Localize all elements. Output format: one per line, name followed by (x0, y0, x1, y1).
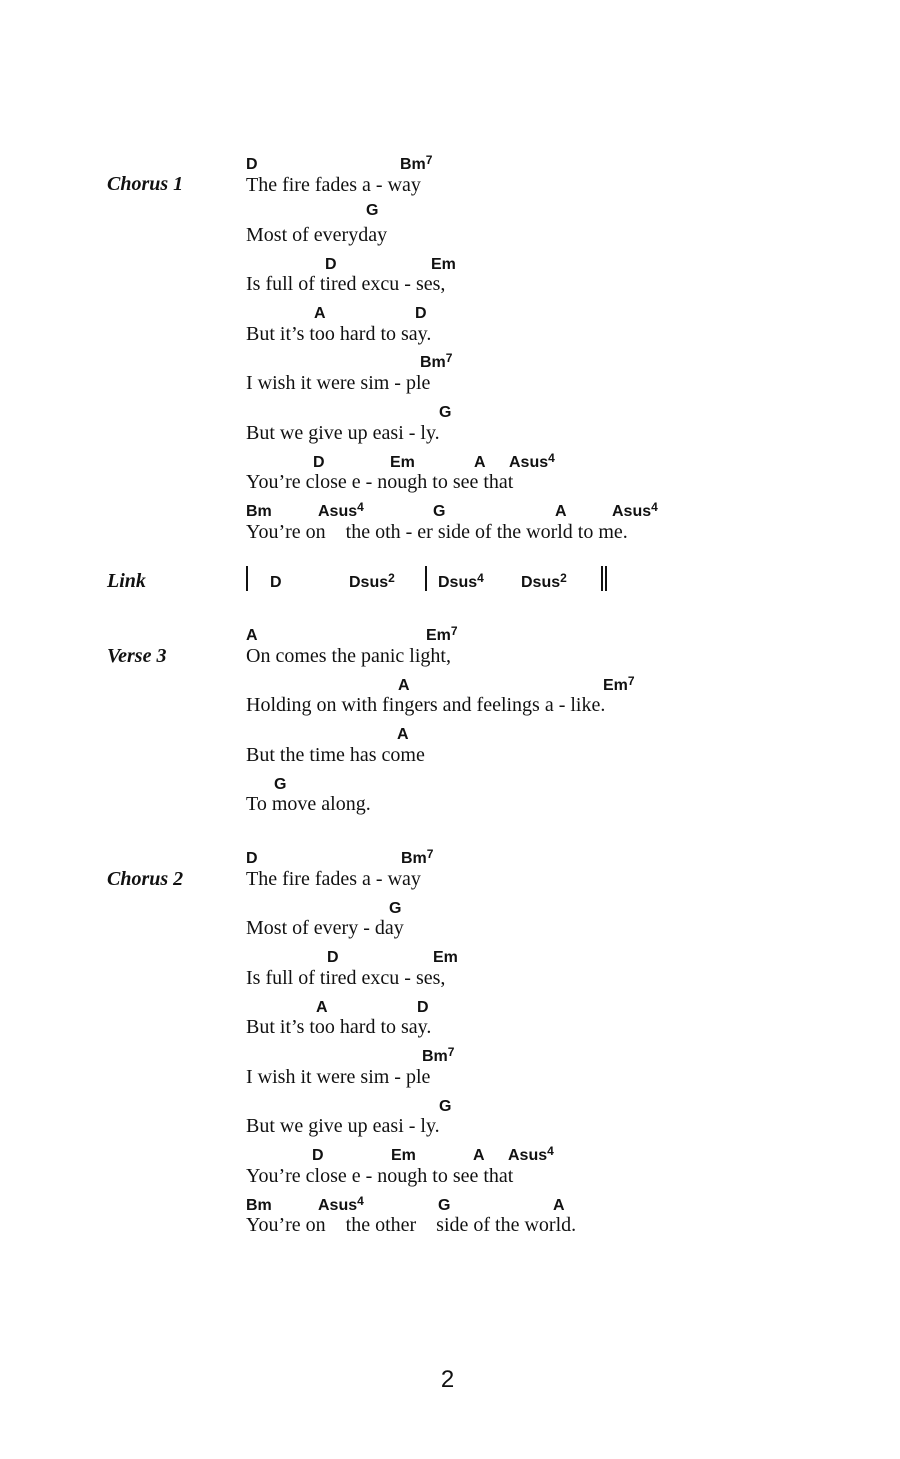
lyric-line: Is full of tired excu - ses, (246, 273, 446, 295)
chord-a: A (555, 503, 567, 520)
chord-em: Em (431, 256, 456, 273)
section-label-verse-3: Verse 3 (107, 645, 167, 667)
lyric-line: But we give up easi - ly. (246, 1115, 440, 1137)
lyric-line: The fire fades a - way (246, 174, 421, 196)
chord-em7: Em$^7$ (603, 674, 635, 694)
chord-a: A (474, 454, 486, 471)
lyric-line: Most of every - day (246, 917, 404, 939)
chord-g: G (438, 1197, 451, 1214)
chord-a: A (397, 726, 409, 743)
chord-dsus2: Dsus$^2$ (349, 571, 395, 591)
chord-a: A (246, 627, 258, 644)
chord-bm7: Bm$^7$ (422, 1045, 455, 1065)
chord-asus4: Asus$^4$ (612, 500, 658, 520)
chord-asus4: Asus$^4$ (318, 1194, 364, 1214)
chord-g: G (389, 900, 402, 917)
chord-g: G (439, 404, 452, 421)
lyric-line: To move along. (246, 793, 371, 815)
chord-bm7: Bm$^7$ (400, 153, 433, 173)
bar-line (425, 566, 427, 591)
chord-asus4: Asus$^4$ (318, 500, 364, 520)
bar-line (246, 566, 248, 591)
lyric-line: I wish it were sim - ple (246, 372, 431, 394)
chord-a: A (316, 999, 328, 1016)
chord-a: A (398, 677, 410, 694)
chord-dsus4: Dsus$^4$ (438, 571, 484, 591)
lyric-line: I wish it were sim - ple (246, 1066, 431, 1088)
chord-d: D (325, 256, 337, 273)
chord-g: G (433, 503, 446, 520)
lyric-line: Holding on with fingers and feelings a - like. (246, 694, 606, 716)
chord-bm: Bm (246, 1197, 272, 1214)
chord-d: D (246, 156, 258, 173)
lyric-line: The fire fades a - way (246, 868, 421, 890)
chord-g: G (274, 776, 287, 793)
lyric-line: But we give up easi - ly. (246, 422, 440, 444)
chord-d: D (327, 949, 339, 966)
chord-em: Em (391, 1147, 416, 1164)
lyric-line: Most of everyday (246, 224, 388, 246)
chord-dsus2: Dsus$^2$ (521, 571, 567, 591)
chord-bm7: Bm$^7$ (401, 847, 434, 867)
lyric-line: But it’s too hard to say. (246, 323, 432, 345)
lyric-line: But the time has come (246, 744, 425, 766)
chord-bm7: Bm$^7$ (420, 351, 453, 371)
chord-em: Em (433, 949, 458, 966)
chord-asus4: Asus$^4$ (509, 451, 555, 471)
lyric-line: You’re on the oth - er side of the world to me. (246, 521, 628, 543)
lyric-line: Is full of tired excu - ses, (246, 967, 446, 989)
chord-d: D (417, 999, 429, 1016)
section-label-link: Link (107, 570, 146, 592)
chord-em: Em (390, 454, 415, 471)
end-bar-thin (601, 566, 603, 591)
chord-g: G (439, 1098, 452, 1115)
lyric-line: You’re close e - nough to see that (246, 471, 514, 493)
section-label-chorus-2: Chorus 2 (107, 868, 184, 890)
page-number: 2 (440, 1366, 455, 1393)
chord-d: D (415, 305, 427, 322)
chord-asus4: Asus$^4$ (508, 1144, 554, 1164)
chord-a: A (473, 1147, 485, 1164)
lyric-line: But it’s too hard to say. (246, 1016, 432, 1038)
chord-d: D (246, 850, 258, 867)
chord-d: D (313, 454, 325, 471)
lyric-line: You’re close e - nough to see that (246, 1165, 514, 1187)
chord-a: A (314, 305, 326, 322)
chord-a: A (553, 1197, 565, 1214)
lyric-line: You’re on the other side of the world. (246, 1214, 577, 1236)
chord-em7: Em$^7$ (426, 624, 458, 644)
section-label-chorus-1: Chorus 1 (107, 173, 184, 195)
chord-bm: Bm (246, 503, 272, 520)
end-bar-thick (605, 566, 607, 591)
lyric-line: On comes the panic light, (246, 645, 451, 667)
chord-g: G (366, 202, 379, 219)
chord-d: D (312, 1147, 324, 1164)
chord-d: D (270, 574, 282, 591)
